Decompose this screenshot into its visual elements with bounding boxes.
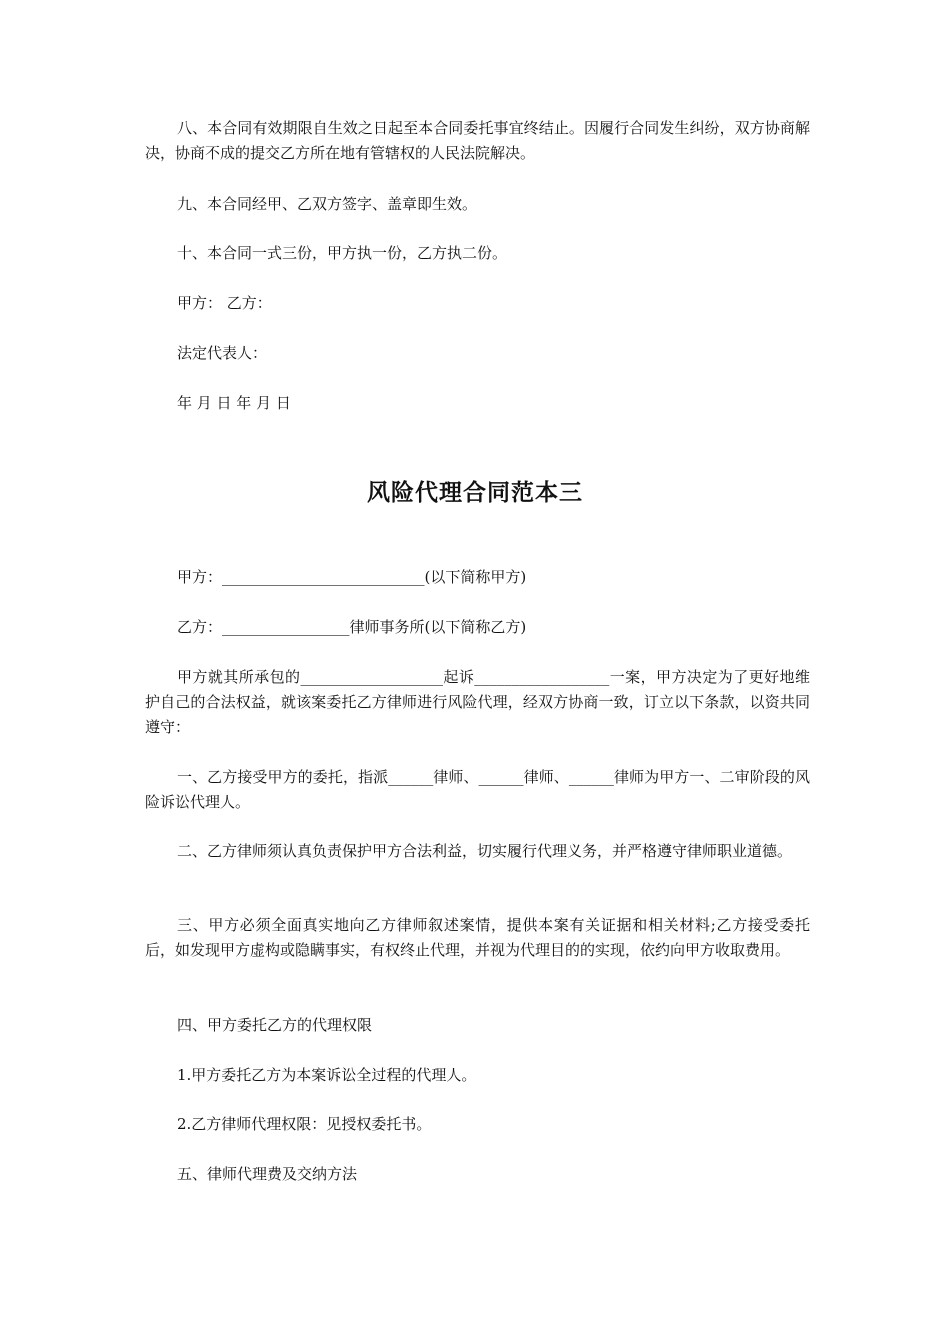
clause-five: 五、律师代理费及交纳方法 (177, 1165, 358, 1183)
clause-four: 四、甲方委托乙方的代理权限 (177, 1016, 373, 1034)
clause-two: 二、乙方律师须认真负责保护甲方合法利益，切实履行代理义务，并严格遵守律师职业道德。 (177, 842, 793, 860)
preamble: 甲方就其所承包的___________________起诉__________________一案，甲方决定为了更好地维护自己的合法权益，就该案委托乙方律师进行风险代理，经双方协商一致，订立以下条款，以资共同遵守： (145, 668, 810, 736)
clause-four-item-two: 2.乙方律师代理权限：见授权委托书。 (177, 1115, 432, 1133)
clause-one: 一、乙方接受甲方的委托，指派______律师、______律师、______律师为甲方一、二审阶段的风险诉讼代理人。 (145, 768, 810, 811)
legal-representative: 法定代表人： (177, 344, 268, 362)
clause-eight: 八、本合同有效期限自生效之日起至本合同委托事宜终结止。因履行合同发生纠纷，双方协商解决，协商不成的提交乙方所在地有管辖权的人民法院解决。 (145, 119, 810, 162)
clause-nine: 九、本合同经甲、乙双方签字、盖章即生效。 (177, 195, 478, 213)
party-b-line: 乙方：_________________律师事务所(以下简称乙方) (177, 618, 527, 636)
clause-four-item-one: 1.甲方委托乙方为本案诉讼全过程的代理人。 (177, 1066, 477, 1084)
contract-title: 风险代理合同范本三 (367, 479, 583, 506)
signature-parties: 甲方： 乙方： (177, 294, 272, 312)
party-a-line: 甲方：___________________________(以下简称甲方) (177, 568, 527, 586)
clause-ten: 十、本合同一式三份，甲方执一份，乙方执二份。 (177, 244, 508, 262)
signature-dates: 年 月 日 年 月 日 (177, 394, 291, 412)
clause-three: 三、甲方必须全面真实地向乙方律师叙述案情，提供本案有关证据和相关材料;乙方接受委托后，如发现甲方虚构或隐瞒事实，有权终止代理，并视为代理目的的实现，依约向甲方收取费用。 (145, 916, 810, 959)
